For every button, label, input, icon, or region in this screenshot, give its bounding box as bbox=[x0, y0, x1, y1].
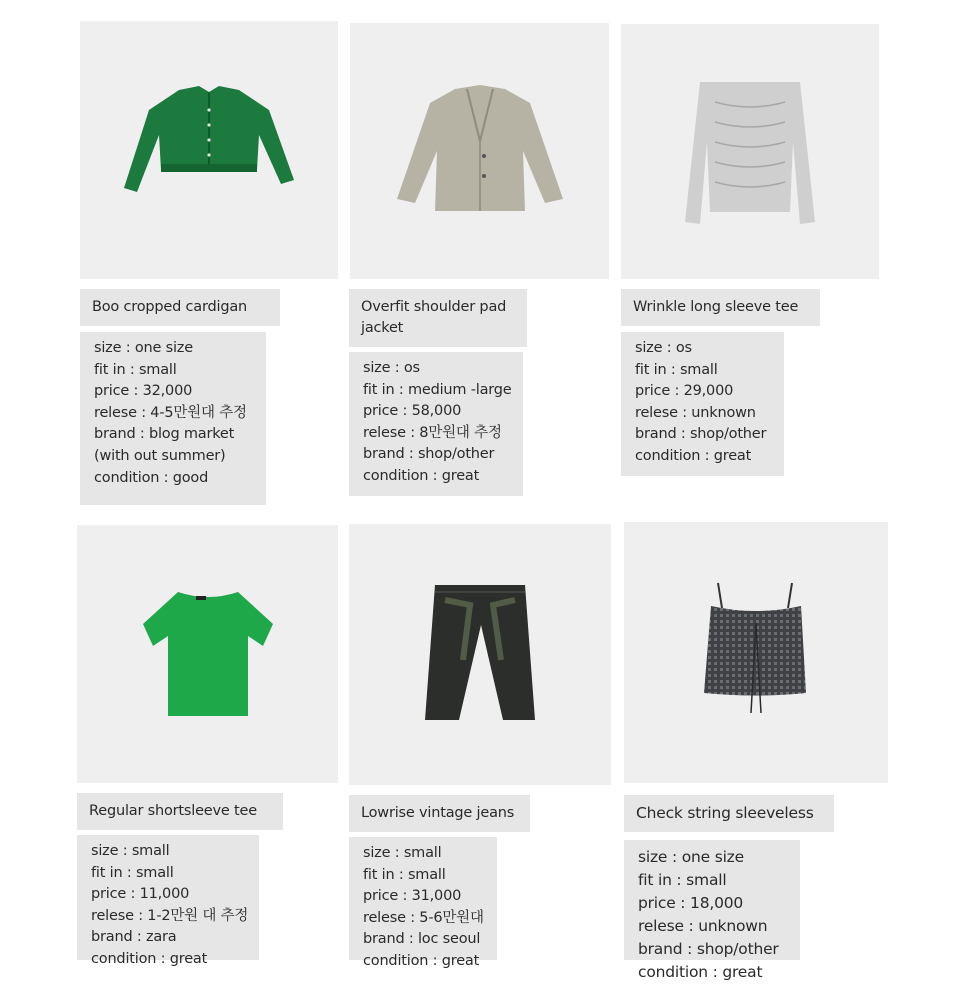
product-photo-jeans[interactable] bbox=[349, 524, 611, 785]
check-sleeveless-image bbox=[696, 578, 816, 728]
detail-condition: condition : great bbox=[638, 963, 763, 981]
product-details bbox=[77, 835, 259, 967]
product-title: Overfit shoulder pad jacket bbox=[349, 289, 527, 347]
detail-size: size : os bbox=[363, 360, 420, 376]
detail-release: relese : 8만원대 추정 bbox=[363, 424, 502, 441]
detail-brand: brand : blog market bbox=[94, 426, 235, 443]
product-details bbox=[349, 352, 523, 496]
detail-price: price : 18,000 bbox=[638, 894, 744, 912]
product-details bbox=[349, 837, 497, 969]
detail-release: relese : 5-6만원대 bbox=[363, 909, 484, 926]
detail-brand: brand : zara bbox=[91, 929, 177, 946]
detail-brand: brand : shop/other bbox=[635, 426, 767, 443]
black-jeans-image bbox=[415, 580, 545, 730]
detail-price: price : 32,000 bbox=[94, 383, 193, 400]
detail-size: size : small bbox=[91, 843, 170, 859]
detail-size: size : one size bbox=[94, 340, 193, 356]
product-photo-jacket[interactable] bbox=[350, 23, 609, 279]
detail-price: price : 31,000 bbox=[363, 888, 462, 905]
detail-release: relese : unknown bbox=[638, 917, 768, 935]
detail-condition: condition : great bbox=[363, 467, 480, 484]
detail-condition: condition : good bbox=[94, 469, 209, 486]
beige-jacket-image bbox=[385, 81, 575, 221]
detail-condition: condition : great bbox=[635, 447, 752, 464]
product-title: Check string sleeveless bbox=[624, 795, 834, 832]
product-photo-wrinkle-top[interactable] bbox=[621, 24, 879, 279]
detail-note: (with out summer) bbox=[94, 447, 226, 464]
detail-brand: brand : loc seoul bbox=[363, 931, 481, 948]
product-details bbox=[621, 332, 784, 476]
detail-price: price : 29,000 bbox=[635, 383, 734, 400]
green-cardigan-image bbox=[109, 80, 309, 220]
product-title: Lowrise vintage jeans bbox=[349, 795, 530, 832]
detail-release: relese : 4-5만원대 추정 bbox=[94, 404, 247, 421]
gray-wrinkle-top-image bbox=[675, 72, 825, 232]
detail-condition: condition : great bbox=[91, 950, 208, 967]
detail-fit: fit in : small bbox=[94, 361, 177, 378]
product-photo-tee[interactable] bbox=[77, 525, 338, 783]
detail-size: size : one size bbox=[638, 848, 744, 866]
product-title: Boo cropped cardigan bbox=[80, 289, 280, 326]
detail-size: size : os bbox=[635, 340, 692, 356]
green-tee-image bbox=[138, 584, 278, 724]
detail-release: relese : 1-2만원 대 추정 bbox=[91, 907, 249, 924]
detail-fit: fit in : small bbox=[363, 866, 446, 883]
product-title: Wrinkle long sleeve tee bbox=[621, 289, 820, 326]
product-details bbox=[624, 840, 800, 981]
product-title: Regular shortsleeve tee bbox=[77, 793, 283, 830]
detail-size: size : small bbox=[363, 845, 442, 861]
product-photo-cardigan[interactable] bbox=[80, 21, 338, 279]
detail-fit: fit in : small bbox=[91, 864, 174, 881]
detail-brand: brand : shop/other bbox=[638, 940, 779, 958]
detail-release: relese : unknown bbox=[635, 404, 756, 421]
detail-fit: fit in : small bbox=[638, 871, 727, 889]
detail-fit: fit in : medium -large bbox=[363, 381, 512, 398]
detail-price: price : 58,000 bbox=[363, 403, 462, 420]
detail-price: price : 11,000 bbox=[91, 886, 190, 903]
detail-brand: brand : shop/other bbox=[363, 446, 495, 463]
product-details bbox=[80, 332, 266, 505]
detail-fit: fit in : small bbox=[635, 361, 718, 378]
detail-condition: condition : great bbox=[363, 952, 480, 969]
product-photo-sleeveless[interactable] bbox=[624, 522, 888, 783]
